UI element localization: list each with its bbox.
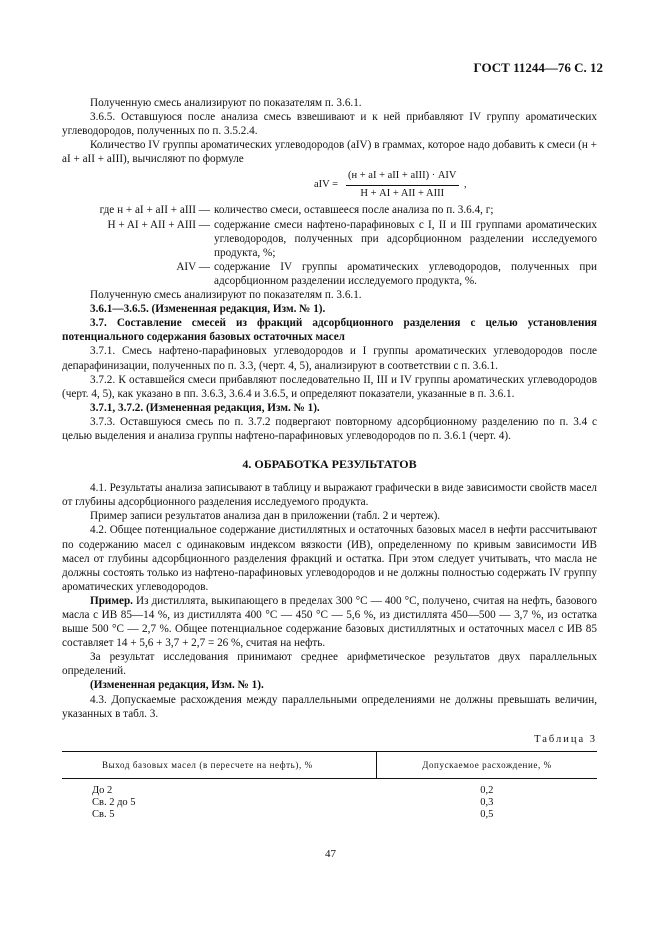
- paragraph: 3.7.3. Оставшуюся смесь по п. 3.7.2 подвергают повторному адсорбционному разделению по п. 3.4 с целью выделения и анализа группы нафтено-парафиновых углеводородов по п. 3.6.1 (черт. 4).: [62, 415, 597, 442]
- column-header: Допускаемое расхождение, %: [377, 751, 598, 778]
- paragraph: Пример записи результатов анализа дан в приложении (табл. 2 и чертеж).: [90, 510, 441, 523]
- legend-value: содержание IV группы ароматических углеводородов, полученных при адсорбционном разделении исследуемого продукта, %.: [214, 260, 597, 287]
- page-number: 47: [325, 848, 336, 860]
- paragraph: За результат исследования принимают среднее арифметическое результатов двух параллельных определений.: [62, 651, 597, 678]
- legend-row: [62, 218, 597, 260]
- example-text: Из дистиллята, выкипающего в пределах 300 °С — 400 °С, получено, считая на нефть, базового масла с ИВ 85—14 %, из дистиллята 400 °С — 450 °С — 5,6 %, из дистиллята 450—500 — 3,7 %, из остатка выше 500 °С — 2,7 %. Общее потенциальное содержание базовых дистиллятных и остаточных масел с ИВ 85 составляет 14 + 5,6 + 3,7 + 2,7 = 26 %, считая на нефть.: [62, 594, 598, 650]
- paragraph: Полученную смесь анализируют по показателям п. 3.6.1.: [90, 289, 362, 302]
- paragraph: 4.3. Допускаемые расхождения между параллельными определениями не должны превышать величин, указанных в табл. 3.: [62, 693, 597, 720]
- legend-key: H + AI + AII + AIII —: [107, 218, 210, 231]
- example-label: Пример.: [90, 594, 133, 607]
- section-title: 4. ОБРАБОТКА РЕЗУЛЬТАТОВ: [242, 457, 417, 472]
- legend-value: содержание смеси нафтено-парафиновых с I, II и III группами ароматических углеводородов, полученных при адсорбционном разделении исследуемого продукта, %;: [214, 218, 597, 259]
- legend-value: количество смеси, оставшееся после анализа по п. 3.6.4, г;: [214, 204, 494, 217]
- formula-legend: [62, 203, 597, 288]
- column-header: Выход базовых масел (в пересчете на нефть), %: [62, 751, 377, 778]
- table-cell: Св. 2 до 5: [92, 796, 136, 808]
- tolerance-table: [62, 751, 597, 821]
- paragraph: Количество IV группы ароматических углеводородов (aIV) в граммах, которое надо добавить к смеси (н + aI + aII + aIII), вычисляют по формуле: [62, 139, 597, 166]
- example-paragraph: [62, 594, 597, 650]
- paragraph: 3.7.1. Смесь нафтено-парафиновых углеводородов и I группы ароматических углеводородов после депарафинизации, полученных по п. 3.3, (черт. 4, 5), анализируют в соответствии с п. 3.6.1.: [62, 345, 597, 372]
- formula-numerator: (н + aI + aII + aIII) · AIV: [346, 169, 459, 185]
- table-row: [62, 809, 597, 821]
- formula: [314, 169, 597, 199]
- table-header-row: [62, 751, 597, 778]
- table-cell: Св. 5: [92, 808, 115, 820]
- paragraph: 4.1. Результаты анализа записывают в таблицу и выражают графически в виде зависимости свойств масел от глубины адсорбционного разделения исследуемого продукта.: [62, 482, 597, 509]
- table-caption: Таблица 3: [534, 733, 597, 745]
- table-row: [62, 778, 597, 797]
- legend-row: [62, 260, 597, 288]
- amendment-note: 3.7.1, 3.7.2. (Измененная редакция, Изм. № 1).: [90, 401, 320, 414]
- paragraph: 3.7.2. К оставшейся смеси прибавляют последовательно II, III и IV группы ароматических углеводородов (черт. 4, 5), как указано в пп. 3.6.3, 3.6.4 и 3.6.5, и определяют показатели, указанные в п. 3.6.1.: [62, 373, 597, 400]
- formula-fraction: [346, 169, 459, 200]
- amendment-note: 3.6.1—3.6.5. (Измененная редакция, Изм. № 1).: [90, 303, 326, 316]
- formula-lhs: aIV =: [314, 179, 339, 191]
- table-cell: До 2: [92, 784, 113, 796]
- table-row: [62, 797, 597, 809]
- body-text: [62, 96, 597, 821]
- paragraph: Полученную смесь анализируют по показателям п. 3.6.1.: [90, 97, 362, 109]
- document-header: ГОСТ 11244—76 С. 12: [473, 60, 603, 75]
- amendment-note: (Измененная редакция, Изм. № 1).: [90, 679, 264, 692]
- table-cell: 0,2: [480, 784, 494, 796]
- paragraph: 4.2. Общее потенциальное содержание дистиллятных и остаточных базовых масел в нефти рассчитывают по содержанию масел с одинаковым индексом вязкости (ИВ), определенному по кривым зависимости ИВ масел от глубины адсорбционного разделения фракций и остатка. При этом следует учитывать, что масла не должны состоять только из нафтено-парафиновых углеводородов и не должны полностью содержать IV группу ароматических углеводородов.: [62, 524, 597, 593]
- subsection-heading: 3.7. Составление смесей из фракций адсорбционного разделения с целью установления потенциального содержания базовых остаточных масел: [62, 317, 597, 344]
- legend-key: AIV —: [176, 260, 210, 273]
- table-cell: 0,5: [480, 808, 494, 820]
- legend-key: где н + aI + aII + aIII —: [99, 204, 210, 217]
- formula-tail: ,: [464, 179, 467, 191]
- table-cell: 0,3: [480, 796, 494, 808]
- formula-denominator: Н + AI + AII + AIII: [360, 187, 445, 199]
- paragraph: 3.6.5. Оставшуюся после анализа смесь взвешивают и к ней прибавляют IV группу ароматических углеводородов, полученных по п. 3.5.2.4.: [62, 111, 597, 138]
- legend-row: [62, 203, 597, 217]
